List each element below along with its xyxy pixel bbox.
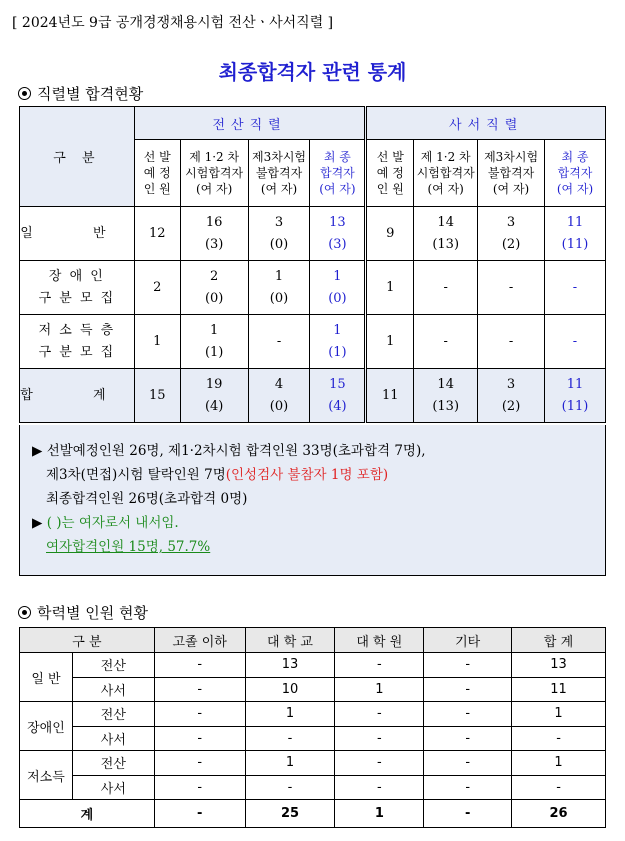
table-cell: - <box>245 726 335 751</box>
column-header: 합 계 <box>512 628 606 653</box>
section-title: 학력별 인원 현황 <box>37 604 148 622</box>
col-header-jeonsan-2: 제3차시험 불합격자 (여 자) <box>248 140 310 207</box>
table-cell: - <box>424 726 512 751</box>
sub-label: 사서 <box>72 775 154 800</box>
table-cell: 1 (0) <box>248 261 310 315</box>
table-cell: 25 <box>245 800 335 828</box>
table-cell: 1 <box>512 751 606 776</box>
table-cell: 4 (0) <box>248 369 310 423</box>
row-label: 장 애 인 구 분 모 집 <box>20 261 135 315</box>
table-cell: 1 <box>245 751 335 776</box>
sub-label: 전산 <box>72 751 154 776</box>
table-cell: - <box>512 775 606 800</box>
table-row <box>20 702 606 727</box>
column-header: 대 학 원 <box>335 628 424 653</box>
table-cell: 2 <box>134 261 180 315</box>
table-cell: 13 (3) <box>310 207 366 261</box>
table-cell: - <box>545 261 606 315</box>
table-cell: - <box>154 751 245 776</box>
table-row <box>20 751 606 776</box>
table-cell: - <box>414 315 478 369</box>
table-row <box>20 653 606 678</box>
table-cell: 1 <box>245 702 335 727</box>
table-cell: - <box>154 800 245 828</box>
group-label: 저소득 <box>20 751 73 800</box>
table-row <box>20 775 606 800</box>
table-header-row <box>20 628 606 653</box>
table-cell: - <box>478 315 545 369</box>
table-cell: 1 <box>335 800 424 828</box>
table-cell: - <box>335 653 424 678</box>
col-header-saseo-0: 선 발 예 정 인 원 <box>366 140 414 207</box>
table-cell: - <box>424 653 512 678</box>
row-label: 합 계 <box>20 369 135 423</box>
table-cell: - <box>335 775 424 800</box>
table-cell: 1 <box>366 261 414 315</box>
table-cell: - <box>154 726 245 751</box>
section-heading-by-education <box>18 602 148 623</box>
col-header-saseo-1: 제 1·2 차 시험합격자 (여 자) <box>414 140 478 207</box>
header-gubun: 구 분 <box>20 107 135 207</box>
table-cell: 3 (0) <box>248 207 310 261</box>
section-title: 직렬별 합격현황 <box>37 85 144 103</box>
group-label: 장애인 <box>20 702 73 751</box>
sub-label: 사서 <box>72 726 154 751</box>
note-line-4: ▶ ( )는 여자로서 내서임. <box>32 515 179 531</box>
column-header: 대 학 교 <box>245 628 335 653</box>
col-header-jeonsan-1: 제 1·2 차 시험합격자 (여 자) <box>180 140 248 207</box>
row-label: 일 반 <box>20 207 135 261</box>
table-cell: - <box>154 653 245 678</box>
table-cell: - <box>154 702 245 727</box>
table-cell: 15 (4) <box>310 369 366 423</box>
header-group-jeonsan: 전산직렬 <box>134 107 366 140</box>
table-cell: 26 <box>512 800 606 828</box>
table-cell: 1 (1) <box>180 315 248 369</box>
table-cell: 3 (2) <box>478 369 545 423</box>
col-header-jeonsan-3: 최 종 합격자 (여 자) <box>310 140 366 207</box>
table-row <box>20 261 606 315</box>
table-cell: 14 (13) <box>414 369 478 423</box>
arrow-icon: ▶ <box>32 515 43 531</box>
circle-bullet-icon <box>18 87 31 100</box>
sub-label: 사서 <box>72 677 154 702</box>
col-header-saseo-3: 최 종 합격자 (여 자) <box>545 140 606 207</box>
table-cell: - <box>424 702 512 727</box>
table-row <box>20 369 606 423</box>
table-cell: 10 <box>245 677 335 702</box>
table-cell: 13 <box>512 653 606 678</box>
table-row <box>20 207 606 261</box>
table-cell: 12 <box>134 207 180 261</box>
table-row <box>20 677 606 702</box>
table-cell: - <box>424 775 512 800</box>
table-cell: - <box>335 751 424 776</box>
section-heading-by-job <box>18 83 143 104</box>
table-cell: 11 <box>366 369 414 423</box>
column-header: 구 분 <box>20 628 155 653</box>
table-cell: 11 (11) <box>545 207 606 261</box>
table-cell: - <box>512 726 606 751</box>
table-cell: - <box>424 800 512 828</box>
table-cell: - <box>154 677 245 702</box>
table-cell: 1 (1) <box>310 315 366 369</box>
table-cell: - <box>414 261 478 315</box>
total-label: 계 <box>20 800 155 828</box>
header-group-saseo: 사서직렬 <box>366 107 606 140</box>
job-results-table <box>19 106 606 423</box>
note-line-2: 제3차(면접)시험 탈락인원 7명(인성검사 불참자 1명 포함) <box>46 467 389 483</box>
table-cell: 13 <box>245 653 335 678</box>
sub-label: 전산 <box>72 653 154 678</box>
table-cell: 9 <box>366 207 414 261</box>
page-title: 최종합격자 관련 통계 <box>218 60 407 84</box>
group-label: 일 반 <box>20 653 73 702</box>
table-cell: 1 (0) <box>310 261 366 315</box>
table-cell: - <box>424 677 512 702</box>
table-cell: 11 (11) <box>545 369 606 423</box>
table-cell: - <box>424 751 512 776</box>
table-cell: 19 (4) <box>180 369 248 423</box>
table-cell: 11 <box>512 677 606 702</box>
arrow-icon: ▶ <box>32 443 43 459</box>
table-cell: 14 (13) <box>414 207 478 261</box>
table-cell: 2 (0) <box>180 261 248 315</box>
col-header-jeonsan-0: 선 발 예 정 인 원 <box>134 140 180 207</box>
table-cell: - <box>335 726 424 751</box>
total-row <box>20 800 606 828</box>
table-cell: 1 <box>134 315 180 369</box>
note-line-1: ▶ 선발예정인원 26명, 제1·2차시험 합격인원 33명(초과합격 7명), <box>32 443 426 459</box>
note-line-3: 최종합격인원 26명(초과합격 0명) <box>46 491 248 507</box>
table-row <box>20 315 606 369</box>
notes-box <box>19 425 606 576</box>
table-cell: 15 <box>134 369 180 423</box>
table-cell: 1 <box>512 702 606 727</box>
column-header: 고졸 이하 <box>154 628 245 653</box>
document-header: [ 2024년도 9급 공개경쟁채용시험 전산ㆍ사서직렬 ] <box>12 15 334 31</box>
column-header: 기타 <box>424 628 512 653</box>
row-label: 저 소 득 층 구 분 모 집 <box>20 315 135 369</box>
table-cell: - <box>545 315 606 369</box>
col-header-saseo-2: 제3차시험 불합격자 (여 자) <box>478 140 545 207</box>
table-cell: 1 <box>366 315 414 369</box>
sub-label: 전산 <box>72 702 154 727</box>
table-cell: - <box>478 261 545 315</box>
table-cell: - <box>154 775 245 800</box>
education-table <box>19 627 606 828</box>
circle-bullet-icon <box>18 606 31 619</box>
table-cell: 1 <box>335 677 424 702</box>
table-cell: - <box>248 315 310 369</box>
table-cell: - <box>335 702 424 727</box>
table-cell: 16 (3) <box>180 207 248 261</box>
table-cell: - <box>245 775 335 800</box>
table-cell: 3 (2) <box>478 207 545 261</box>
note-line-5: 여자합격인원 15명, 57.7% <box>46 539 211 555</box>
table-row <box>20 726 606 751</box>
